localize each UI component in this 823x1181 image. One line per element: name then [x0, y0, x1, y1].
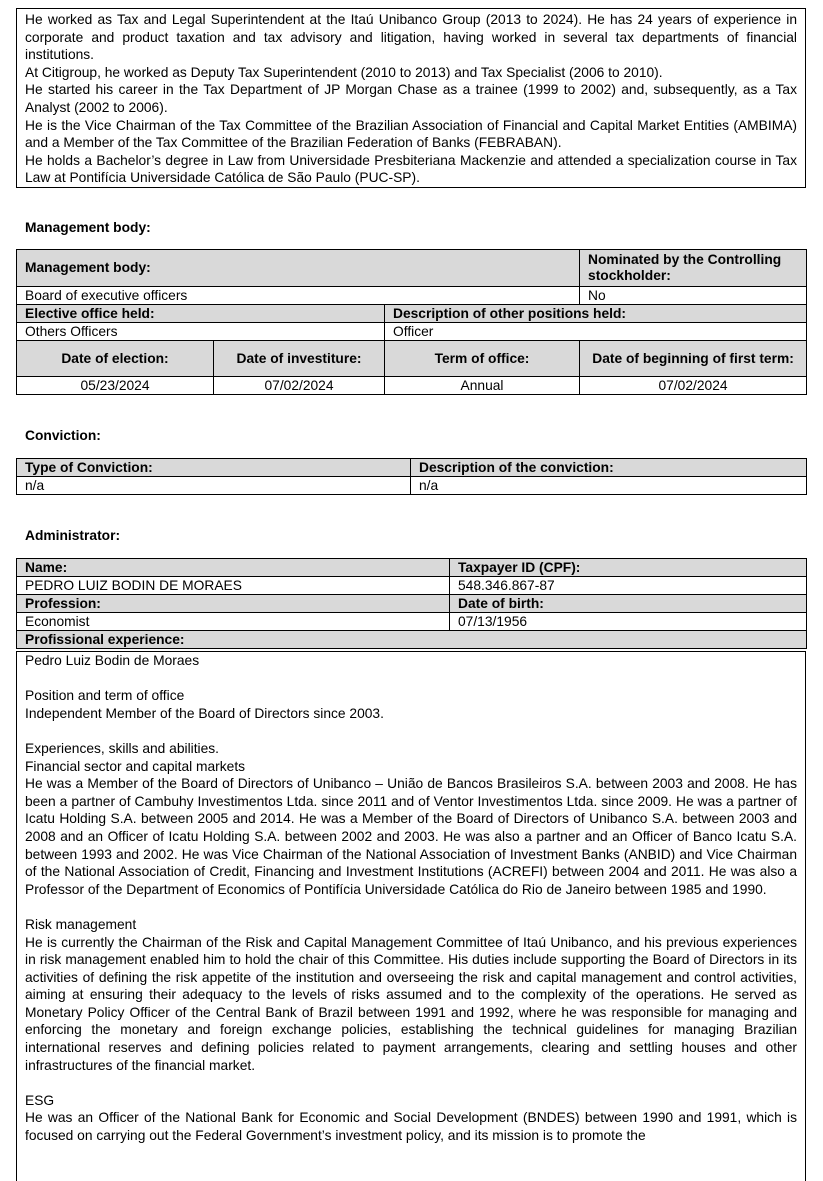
financial-text: He was a Member of the Board of Directors of Unibanco – União de Bancos Brasileiros S.A. between 2003 and 2008. He has been a partner of Cambuhy Investimentos Ltda. since 2011 and of Ventor Investimentos Ltda. since 2009. He was a partner of Icatu Holding S.A. between 2005 and 2014. He was a Member of the Board of Directors of Unibanco S.A. between 2003 and 2008 and an Officer of Icatu Holding S.A. between 2002 and 2003. He was also a partner and an Officer of Banco Icatu S.A. between 1993 and 2002. He was Vice Chairman of the National Association of Investment Banks (ANBID) and Vice Chairman of the National Association of Credit, Financing and Investment Institutions (ACREFI) between 2004 and 2011. He was also a Professor of the Department of Economics of Pontifícia Universidade Católica do Rio de Janeiro between 1985 and 1990.	[25, 776, 797, 897]
date-of-birth-value: 07/13/1956	[450, 613, 807, 631]
first-term-date-value: 07/02/2024	[580, 377, 807, 395]
date-of-birth-label: Date of birth:	[450, 595, 807, 613]
conviction-section-title: Conviction:	[25, 428, 101, 443]
election-date-value: 05/23/2024	[17, 377, 214, 395]
nominated-value: No	[580, 287, 807, 305]
cpf-label: Taxpayer ID (CPF):	[450, 559, 807, 577]
conviction-type-label: Type of Conviction:	[17, 459, 411, 477]
esg-heading: ESG	[25, 1092, 55, 1108]
professional-experience-label: Profissional experience:	[17, 631, 807, 649]
intro-paragraph: He is the Vice Chairman of the Tax Committee of the Brazilian Association of Financial and Capital Market Entities (AMBIMA) and a Member of the Tax Committee of the Brazilian Federation of Banks (FEBRABAN).	[25, 117, 797, 151]
profession-label: Profession:	[17, 595, 450, 613]
experience-name-line: Pedro Luiz Bodin de Moraes	[25, 653, 200, 668]
conviction-table	[16, 458, 807, 495]
intro-bio-box	[16, 8, 806, 188]
professional-experience-box	[16, 651, 806, 1181]
management-body-value: Board of executive officers	[17, 287, 580, 305]
esg-text: He was an Officer of the National Bank for Economic and Social Development (BNDES) between 1990 and 1991, which is focused on carrying out the Federal Government’s investment policy, and its mission is to promote the	[25, 1110, 797, 1144]
name-label: Name:	[17, 559, 450, 577]
name-value: PEDRO LUIZ BODIN DE MORAES	[17, 577, 450, 595]
management-body-label: Management body:	[17, 250, 580, 287]
risk-heading: Risk management	[25, 916, 137, 932]
administrator-section-title: Administrator:	[25, 528, 121, 543]
intro-paragraph: He holds a Bachelor’s degree in Law from Universidade Presbiteriana Mackenzie and attended a specialization course in Tax Law at Pontifícia Universidade Católica de São Paulo (PUC-SP).	[25, 152, 797, 186]
intro-paragraph: He started his career in the Tax Department of JP Morgan Chase as a trainee (1999 to 2002) and, subsequently, as a Tax Analyst (2002 to 2006).	[25, 82, 797, 115]
term-of-office-value: Annual	[385, 377, 580, 395]
position-text: Independent Member of the Board of Directors since 2003.	[25, 705, 384, 721]
term-of-office-label: Term of office:	[385, 341, 580, 377]
profession-value: Economist	[17, 613, 450, 631]
first-term-date-label: Date of beginning of first term:	[580, 341, 807, 377]
risk-text: He is currently the Chairman of the Risk and Capital Management Committee of Itaú Unibanco, and his previous experiences in risk management enabled him to hold the chair of this Committee. His duties include supporting the Board of Directors in its activities of defining the risk appetite of the institution and overseeing the risk and capital management and control activities, aiming at ensuring their adequacy to the levels of risks assumed and to the complexity of the operations. He served as Monetary Policy Officer of the Central Bank of Brazil between 1991 and 1992, where he was responsible for managing and enforcing the monetary and foreign exchange policies, establishing the technical guidelines for managing Brazilian international reserves and defining policies related to payment arrangements, clearing and settling houses and other infrastructures of the financial market.	[25, 934, 797, 1073]
intro-paragraph: At Citigroup, he worked as Deputy Tax Superintendent (2010 to 2013) and Tax Specialist (2006 to 2010).	[25, 64, 663, 80]
administrator-table	[16, 558, 807, 649]
cpf-value: 548.346.867-87	[450, 577, 807, 595]
election-date-label: Date of election:	[17, 341, 214, 377]
elective-office-value: Others Officers	[17, 323, 385, 341]
elective-office-label: Elective office held:	[17, 305, 385, 323]
nominated-label: Nominated by the Controlling stockholder:	[580, 250, 807, 287]
other-positions-label: Description of other positions held:	[385, 305, 807, 323]
investiture-date-value: 07/02/2024	[214, 377, 385, 395]
conviction-type-value: n/a	[17, 477, 411, 495]
management-section-title: Management body:	[25, 220, 151, 235]
skills-heading: Experiences, skills and abilities.	[25, 740, 220, 756]
financial-heading: Financial sector and capital markets	[25, 758, 246, 774]
conviction-description-value: n/a	[411, 477, 807, 495]
other-positions-value: Officer	[385, 323, 807, 341]
position-heading: Position and term of office	[25, 688, 185, 704]
intro-paragraph: He worked as Tax and Legal Superintendent at the Itaú Unibanco Group (2013 to 2024). He has 24 years of experience in corporate and product taxation and tax advisory and litigation, having worked in several tax departments of financial institutions.	[25, 12, 797, 63]
management-table	[16, 249, 807, 395]
conviction-description-label: Description of the conviction:	[411, 459, 807, 477]
investiture-date-label: Date of investiture:	[214, 341, 385, 377]
